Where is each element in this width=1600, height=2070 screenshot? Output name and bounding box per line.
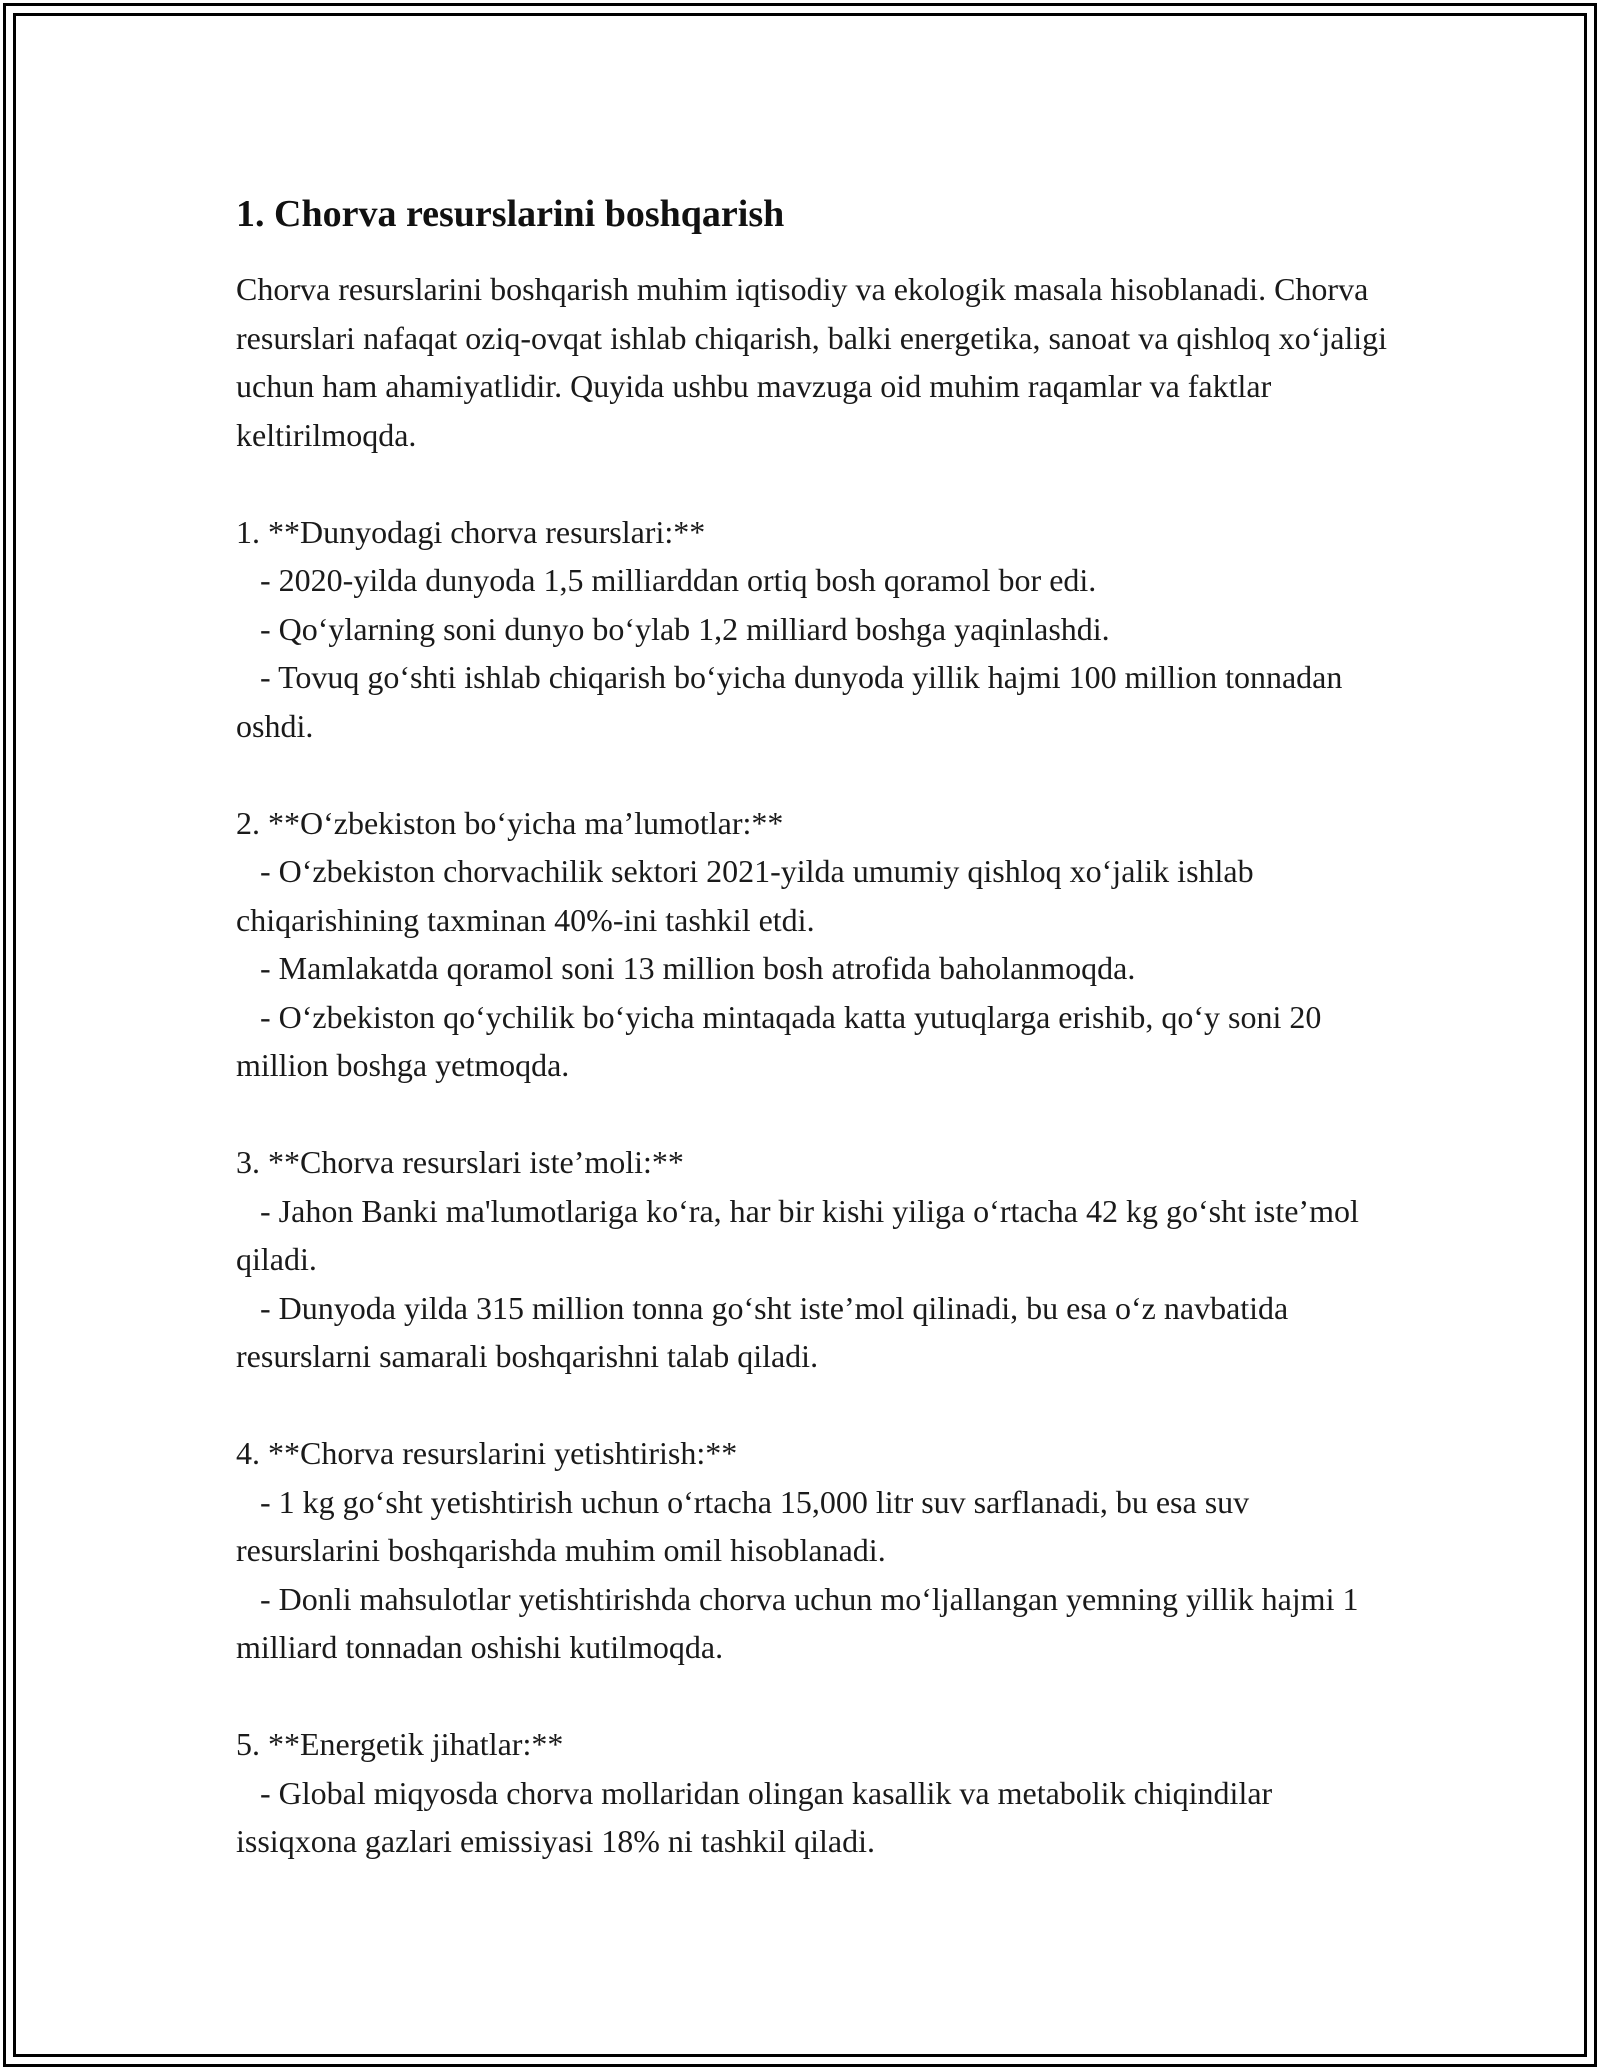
section-2 [236, 799, 1396, 1090]
spacer [236, 750, 1396, 799]
section-heading: 5. **Energetik jihatlar:** [236, 1726, 564, 1762]
document-body [236, 186, 1396, 1866]
section-item: - O‘zbekiston chorvachilik sektori 2021-yilda umumiy qishloq xo‘jalik ishlab chiqarishining taxminan 40%-ini tashkil etdi. [236, 853, 1262, 938]
section-heading: 2. **O‘zbekiston bo‘yicha ma’lumotlar:** [236, 804, 784, 841]
section-item: - Global miqyosda chorva mollaridan olingan kasallik va metabolik chiqindilar issiqxona gazlari emissiyasi 18% ni tashkil qiladi. [236, 1774, 1281, 1859]
section-item: - 1 kg go‘sht yetishtirish uchun o‘rtacha 15,000 litr suv sarflanadi, bu esa suv resurslarini boshqarishda muhim omil hisoblanadi. [236, 1483, 1258, 1568]
section-item: - Donli mahsulotlar yetishtirishda chorva uchun mo‘ljallangan yemning yillik hajmi 1 milliard tonnadan oshishi kutilmoqda. [236, 1580, 1367, 1665]
spacer [236, 1090, 1396, 1139]
section-3 [236, 1138, 1396, 1381]
spacer [236, 1381, 1396, 1430]
section-item: - Qo‘ylarning soni dunyo bo‘ylab 1,2 milliard boshga yaqinlashdi. [236, 610, 1110, 647]
section-1 [236, 508, 1396, 751]
section-4 [236, 1429, 1396, 1672]
section-heading: 1. **Dunyodagi chorva resurslari:** [236, 513, 706, 550]
section-item: - Mamlakatda qoramol soni 13 million bosh atrofida baholanmoqda. [236, 950, 1136, 986]
document-title: 1. Chorva resurslarini boshqarish [236, 193, 785, 235]
section-item: - Tovuq go‘shti ishlab chiqarish bo‘yicha dunyoda yillik hajmi 100 million tonnadan oshdi. [236, 659, 1351, 744]
section-item: - 2020-yilda dunyoda 1,5 milliarddan ortiq bosh qoramol bor edi. [236, 562, 1097, 598]
section-5 [236, 1720, 1396, 1866]
intro-paragraph: Chorva resurslarini boshqarish muhim iqtisodiy va ekologik masala hisoblanadi. Chorva resurslari nafaqat oziq-ovqat ishlab chiqarish, balki energetika, sanoat va qishloq xo‘jaligi uchun ham ahamiyatlidir. Quyida ushbu mavzuga oid muhim raqamlar va faktlar keltirilmoqda. [236, 271, 1396, 453]
section-heading: 4. **Chorva resurslarini yetishtirish:** [236, 1435, 738, 1471]
spacer [236, 459, 1396, 508]
section-item: - O‘zbekiston qo‘ychilik bo‘yicha mintaqada katta yutuqlarga erishib, qo‘y soni 20 million boshga yetmoqda. [236, 998, 1330, 1083]
section-heading: 3. **Chorva resurslari iste’moli:** [236, 1144, 684, 1180]
section-item: - Jahon Banki ma'lumotlariga ko‘ra, har bir kishi yiliga o‘rtacha 42 kg go‘sht iste’mol qiladi. [236, 1192, 1367, 1277]
spacer [236, 1672, 1396, 1721]
section-item: - Dunyoda yilda 315 million tonna go‘sht iste’mol qilinadi, bu esa o‘z navbatida resurslarni samarali boshqarishni talab qiladi. [236, 1289, 1297, 1374]
